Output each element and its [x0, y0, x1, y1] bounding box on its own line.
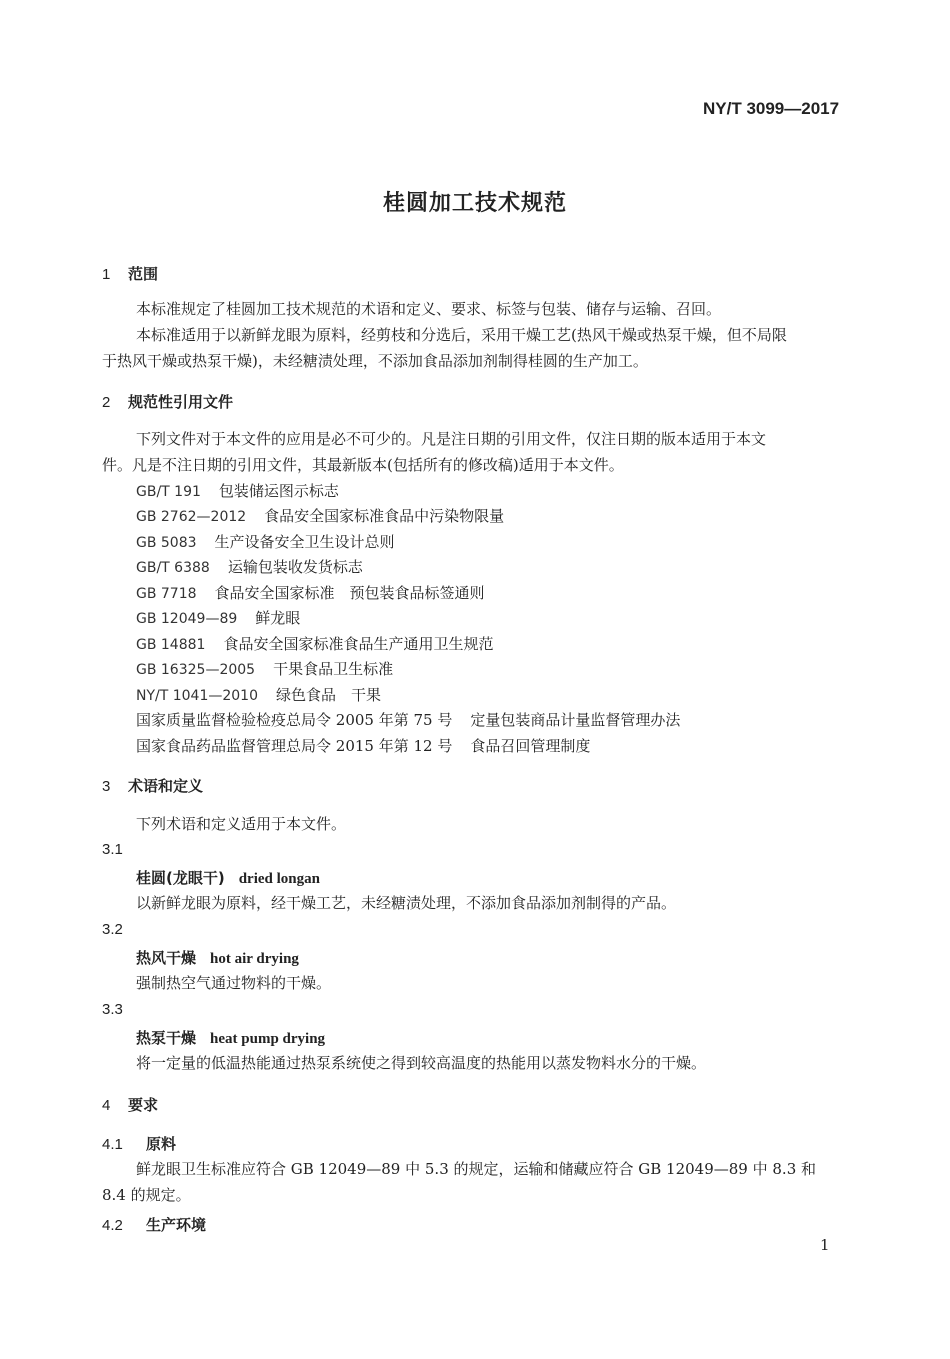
reference-item	[136, 684, 381, 705]
reference-code: 国家质量监督检验检疫总局令 2005 年第 75 号	[136, 711, 453, 729]
section-title: 要求	[128, 1096, 159, 1114]
subsection-title: 原料	[146, 1135, 177, 1153]
subsection-4-1-heading	[102, 1133, 176, 1154]
clause-number: 3.2	[102, 921, 123, 938]
reference-item	[136, 531, 395, 552]
term-zh: 桂圆(龙眼干)	[136, 869, 225, 887]
term-zh: 热风干燥	[136, 949, 197, 967]
document-title: 桂圆加工技术规范	[382, 191, 567, 216]
reference-code: GB 16325—2005	[136, 662, 256, 678]
reference-title: 包装储运图示标志	[218, 482, 339, 500]
paragraph: 本标准适用于以新鲜龙眼为原料，经剪枝和分选后，采用干燥工艺(热风干燥或热泵干燥，但不局限	[136, 326, 787, 344]
reference-item	[136, 582, 485, 603]
reference-title: 食品安全国家标准食品生产通用卫生规范	[223, 635, 494, 653]
term-en: dried longan	[238, 871, 320, 887]
term-entry	[136, 947, 299, 968]
reference-title: 鲜龙眼	[255, 609, 301, 627]
reference-code: GB 14881	[136, 637, 206, 653]
reference-item	[136, 709, 680, 730]
section-number: 4	[102, 1097, 111, 1114]
term-en: hot air drying	[210, 951, 299, 967]
term-definition: 强制热空气通过物料的干燥。	[136, 974, 332, 992]
section-number: 2	[102, 394, 111, 411]
reference-item	[136, 633, 493, 654]
section-3-heading	[102, 775, 203, 796]
section-title: 术语和定义	[128, 777, 204, 795]
reference-title: 食品召回管理制度	[470, 737, 591, 755]
reference-code: GB 12049—89	[136, 611, 238, 627]
paragraph: 8.4 的规定。	[102, 1186, 191, 1204]
term-entry	[136, 867, 320, 888]
subsection-4-2-heading	[102, 1214, 206, 1235]
reference-title: 定量包装商品计量监督管理办法	[470, 711, 681, 729]
reference-code: 国家食品药品监督管理总局令 2015 年第 12 号	[136, 737, 453, 755]
reference-item	[136, 607, 300, 628]
subsection-number: 4.1	[102, 1136, 123, 1153]
section-title: 范围	[128, 265, 159, 283]
reference-title: 食品安全国家标准食品中污染物限量	[264, 507, 505, 525]
term-definition: 以新鲜龙眼为原料，经干燥工艺，未经糖渍处理，不添加食品添加剂制得的产品。	[136, 894, 677, 912]
reference-title: 干果食品卫生标准	[273, 660, 394, 678]
reference-title: 生产设备安全卫生设计总则	[214, 533, 395, 551]
term-definition: 将一定量的低温热能通过热泵系统使之得到较高温度的热能用以蒸发物料水分的干燥。	[136, 1054, 707, 1072]
reference-item	[136, 735, 590, 756]
reference-code: GB/T 191	[136, 484, 201, 500]
reference-code: GB 2762—2012	[136, 509, 247, 525]
reference-item	[136, 658, 393, 679]
paragraph: 下列术语和定义适用于本文件。	[136, 815, 347, 833]
reference-code: GB 7718	[136, 586, 197, 602]
section-number: 1	[102, 266, 111, 283]
section-1-heading	[102, 263, 158, 284]
subsection-title: 生产环境	[146, 1216, 207, 1234]
section-number: 3	[102, 778, 111, 795]
term-zh: 热泵干燥	[136, 1029, 197, 1047]
page-number: 1	[820, 1236, 830, 1254]
paragraph: 本标准规定了桂圆加工技术规范的术语和定义、要求、标签与包装、储存与运输、召回。	[136, 300, 722, 318]
paragraph: 下列文件对于本文件的应用是必不可少的。凡是注日期的引用文件，仅注日期的版本适用于本文	[136, 430, 767, 448]
reference-code: GB/T 6388	[136, 560, 210, 576]
paragraph: 件。凡是不注日期的引用文件，其最新版本(包括所有的修改稿)适用于本文件。	[102, 456, 624, 474]
subsection-number: 4.2	[102, 1217, 123, 1234]
reference-item	[136, 505, 504, 526]
clause-number: 3.3	[102, 1001, 123, 1018]
paragraph: 鲜龙眼卫生标准应符合 GB 12049—89 中 5.3 的规定，运输和储藏应符合 GB 12049—89 中 8.3 和	[136, 1160, 817, 1178]
reference-code: NY/T 1041—2010	[136, 688, 259, 704]
clause-number: 3.1	[102, 841, 123, 858]
term-en: heat pump drying	[210, 1031, 326, 1047]
standard-code: NY/T 3099—2017	[703, 99, 840, 118]
term-entry	[136, 1027, 325, 1048]
reference-item	[136, 480, 339, 501]
reference-title: 食品安全国家标准 预包装食品标签通则	[214, 584, 485, 602]
reference-item	[136, 556, 363, 577]
section-title: 规范性引用文件	[128, 393, 234, 411]
section-4-heading	[102, 1094, 158, 1115]
reference-code: GB 5083	[136, 535, 197, 551]
paragraph: 于热风干燥或热泵干燥)，未经糖渍处理，不添加食品添加剂制得桂圆的生产加工。	[102, 352, 648, 370]
reference-title: 绿色食品 干果	[276, 686, 382, 704]
section-2-heading	[102, 391, 233, 412]
reference-title: 运输包装收发货标志	[227, 558, 363, 576]
